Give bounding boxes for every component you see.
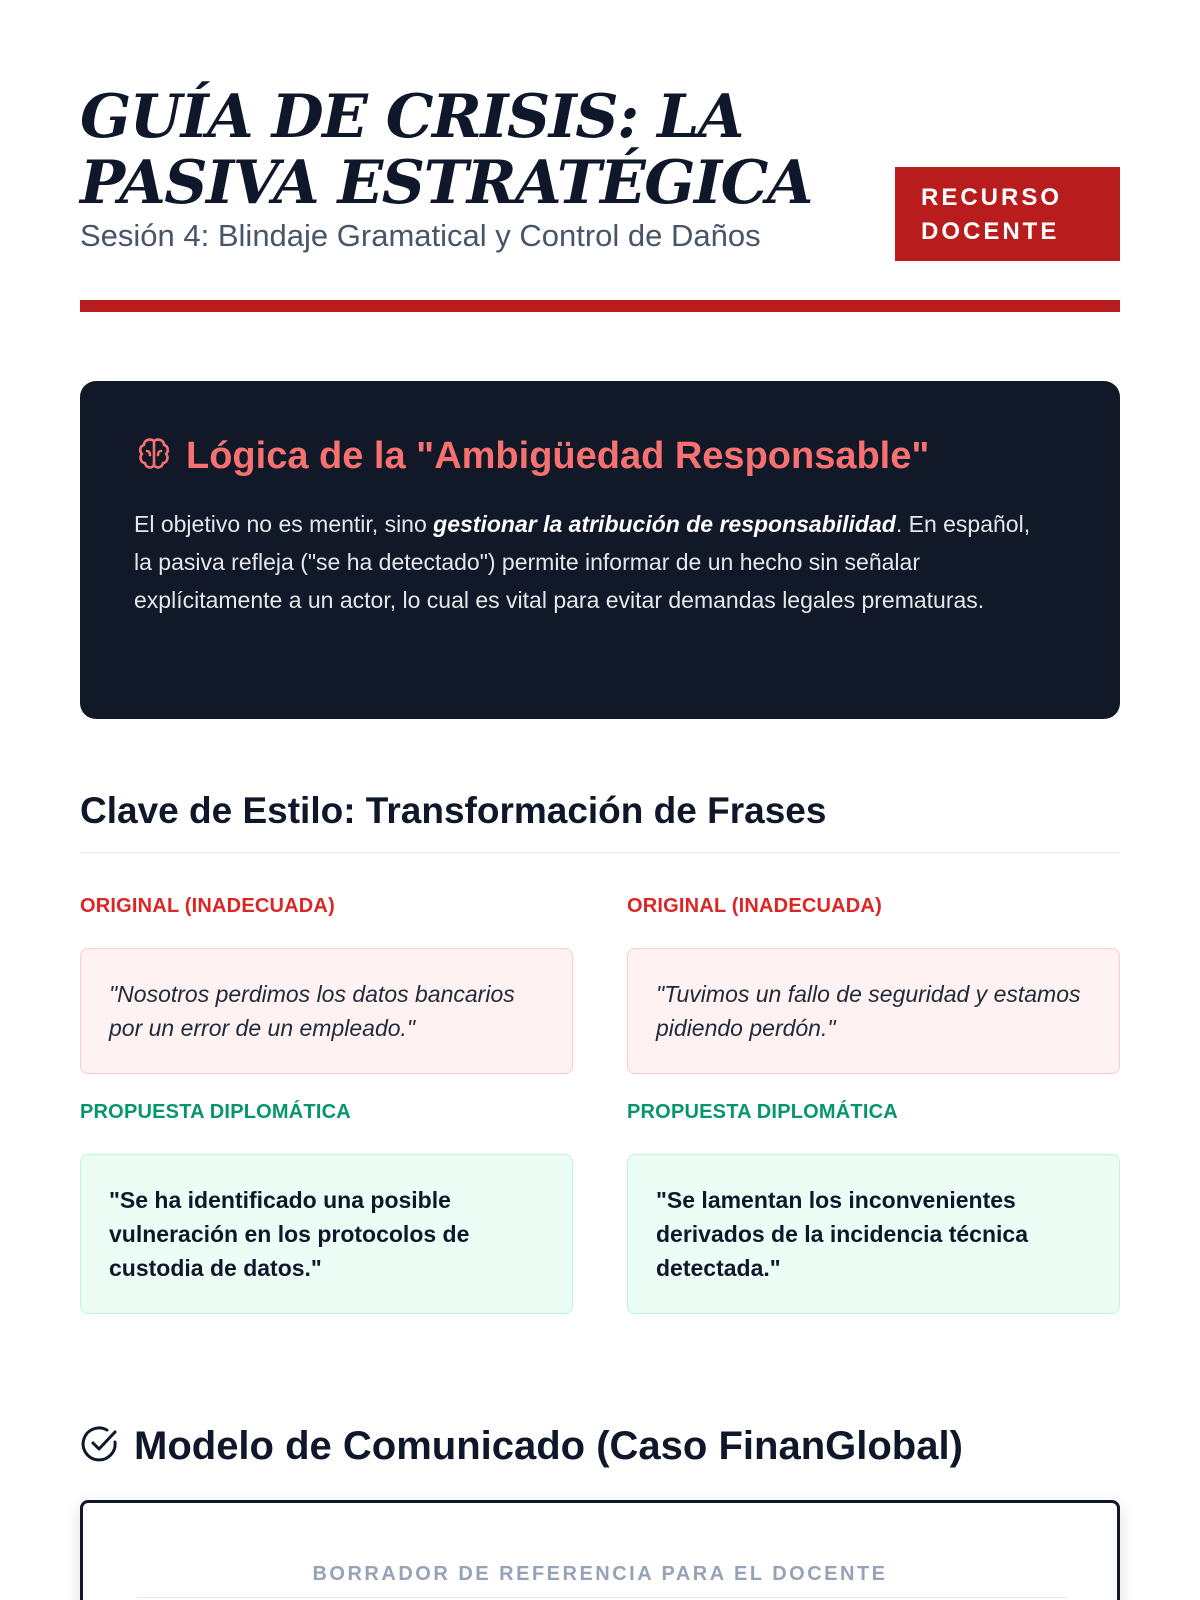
header-divider <box>80 300 1120 312</box>
callout-body-lead: El objetivo no es mentir, sino <box>134 511 434 537</box>
phrase-pair-1 <box>80 894 573 1314</box>
page <box>80 0 1120 1600</box>
draft-label: BORRADOR DE REFERENCIA PARA EL DOCENTE <box>312 1563 888 1585</box>
model-title: Modelo de Comunicado (Caso FinanGlobal) <box>134 1424 963 1468</box>
brain-icon <box>134 434 174 479</box>
original-phrase: "Nosotros perdimos los datos bancarios por un error de un empleado." <box>80 948 573 1074</box>
callout-title: Lógica de la "Ambigüedad Responsable" <box>186 435 930 477</box>
check-circle-icon <box>80 1424 120 1469</box>
callout-body <box>134 505 1034 619</box>
draft-divider <box>137 1597 1067 1598</box>
phrase-pair-2 <box>627 894 1120 1314</box>
draft-card <box>80 1500 1120 1600</box>
callout-body-rest: . En español, la pasiva refleja ("se ha detectado") permite informar de un hecho sin señalar explícitamente a un actor, lo cual es vital para evitar demandas legales prematuras. <box>134 511 1031 613</box>
logic-callout <box>80 381 1120 719</box>
page-title: GUÍA DE CRISIS: LA PASIVA ESTRATÉGICA <box>80 82 812 218</box>
proposal-phrase: "Se ha identificado una posible vulneración en los protocolos de custodia de datos." <box>80 1154 573 1314</box>
proposal-phrase: "Se lamentan los inconvenientes derivados de la incidencia técnica detectada." <box>627 1154 1120 1314</box>
header <box>80 84 1120 314</box>
callout-header <box>134 433 1066 479</box>
original-phrase: "Tuvimos un fallo de seguridad y estamos pidiendo perdón." <box>627 948 1120 1074</box>
proposal-label: PROPUESTA DIPLOMÁTICA <box>80 1101 351 1123</box>
model-header <box>80 1422 963 1470</box>
proposal-label: PROPUESTA DIPLOMÁTICA <box>627 1101 898 1123</box>
callout-body-emphasis: gestionar la atribución de responsabilidad <box>433 511 896 537</box>
section-divider <box>80 852 1120 853</box>
page-subtitle: Sesión 4: Blindaje Gramatical y Control de Daños <box>80 218 761 253</box>
original-label: ORIGINAL (INADECUADA) <box>80 895 335 917</box>
original-label: ORIGINAL (INADECUADA) <box>627 895 882 917</box>
resource-badge: RECURSO DOCENTE <box>895 167 1120 261</box>
style-key-title: Clave de Estilo: Transformación de Frases <box>80 790 827 831</box>
